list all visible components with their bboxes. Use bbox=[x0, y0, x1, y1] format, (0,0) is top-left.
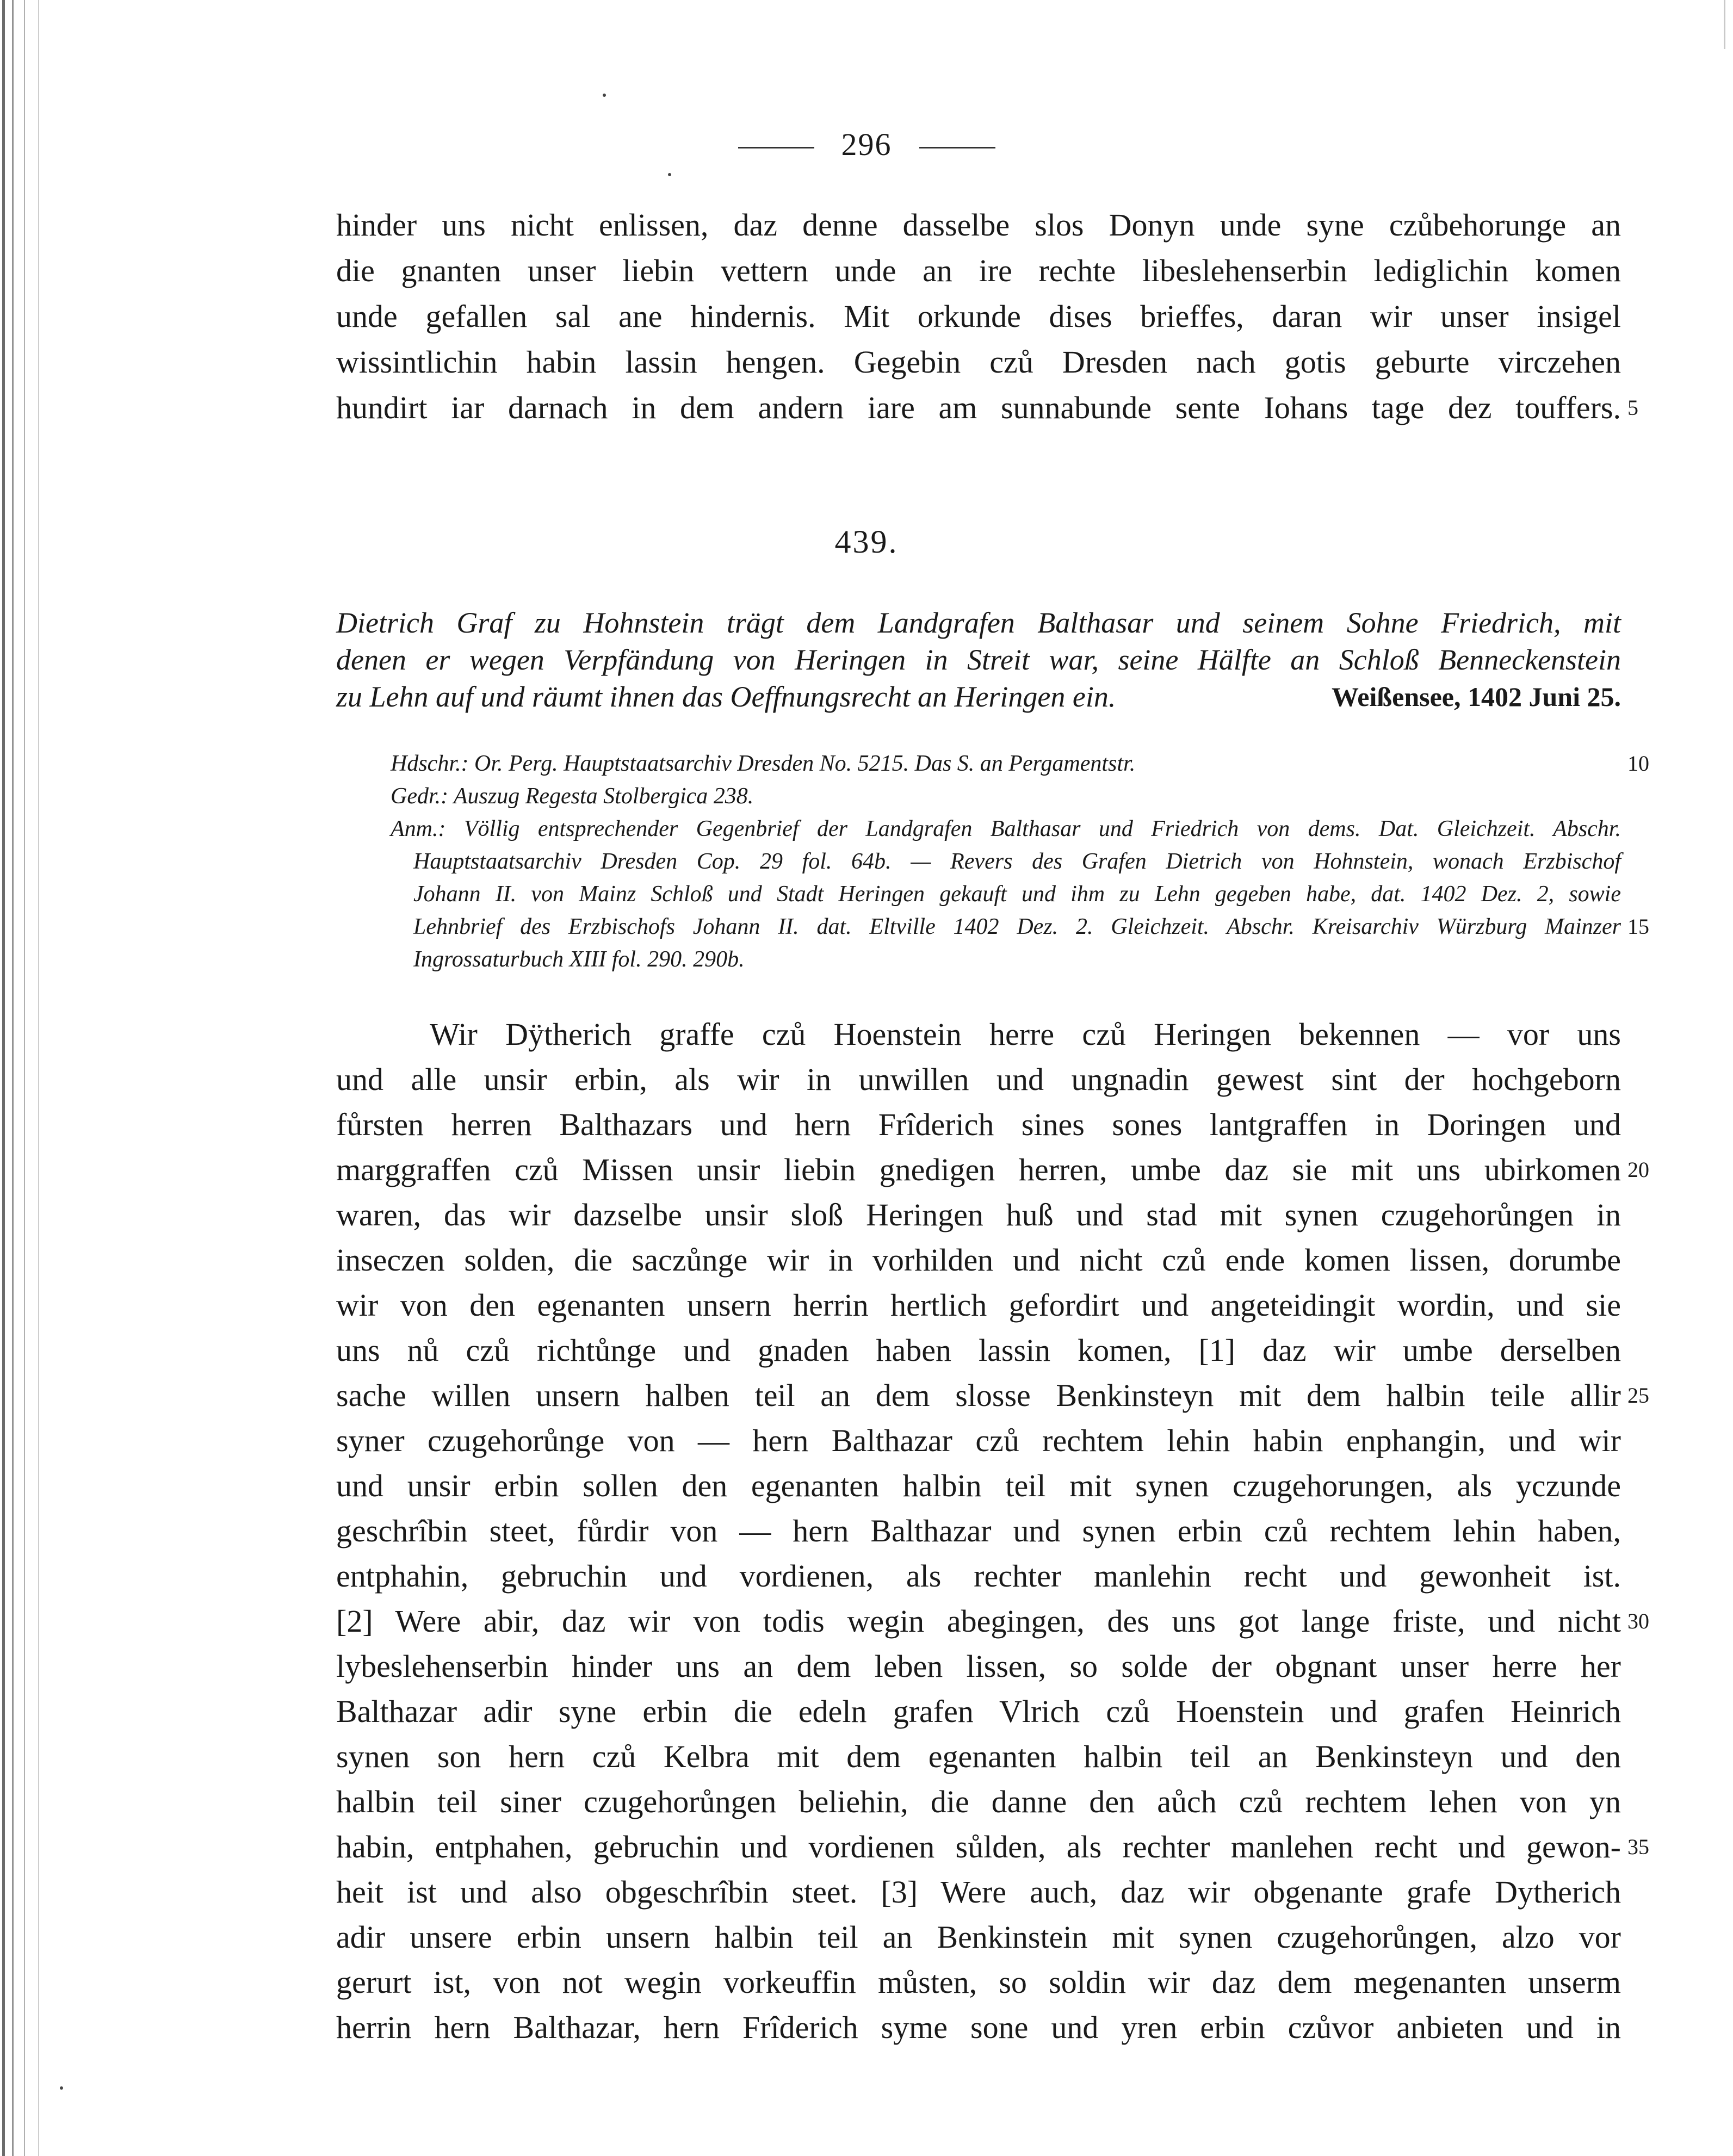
apparatus-line: Hdschr.: Or. Perg. Hauptstaatsarchiv Dresden No. 5215. Das S. an Pergamentstr. bbox=[391, 751, 1136, 776]
text-line: und unsir erbin sollen den egenanten halbin teil mit synen czugehorungen, als yczunde bbox=[336, 1468, 1621, 1503]
apparatus-line: Anm.: Völlig entsprechender Gegenbrief der Landgrafen Balthasar und Friedrich von dems. Dat. Gleichzeit. Abschr. bbox=[391, 816, 1621, 841]
text-line: geschrîbin steet, fůrdir von — hern Balthazar und synen erbin czů rechtem lehin haben, bbox=[336, 1513, 1621, 1548]
text-line: uns nů czů richtůnge und gnaden haben lassin komen, [1] daz wir umbe derselben bbox=[336, 1333, 1621, 1368]
text-line: gerurt ist, von not wegin vorkeuffin můsten, so soldin wir daz dem megenanten unserm bbox=[336, 1965, 1621, 2000]
page-header bbox=[0, 126, 1733, 163]
text-line: fůrsten herren Balthazars und hern Frîderich sines sones lantgraffen in Doringen und bbox=[336, 1107, 1621, 1142]
text-line: sache willen unsern halben teil an dem slosse Benkinsteyn mit dem halbin teile allir bbox=[336, 1378, 1621, 1413]
text-line: marggraffen czů Missen unsir liebin gnedigen herren, umbe daz sie mit uns ubirkomen bbox=[336, 1152, 1621, 1187]
scan-speck bbox=[60, 2086, 63, 2090]
line-number: 25 bbox=[1627, 1383, 1649, 1408]
scan-edge bbox=[2, 0, 5, 2156]
apparatus-line: Johann II. von Mainz Schloß und Stadt Heringen gekauft und ihm zu Lehn gegeben habe, dat. 1402 Dez. 2, sowie bbox=[413, 882, 1621, 907]
text-line: entphahin, gebruchin und vordienen, als rechter manlehin recht und gewonheit ist. bbox=[336, 1558, 1621, 1594]
scan-edge bbox=[1724, 0, 1725, 49]
text-line: wir von den egenanten unsern herrin hertlich gefordirt und angeteidingit wordin, und sie bbox=[336, 1287, 1621, 1323]
line-number: 15 bbox=[1627, 914, 1649, 939]
text-line: synen son hern czů Kelbra mit dem egenanten halbin teil an Benkinsteyn und den bbox=[336, 1739, 1621, 1774]
header-rule-right bbox=[919, 147, 995, 148]
line-number: 20 bbox=[1627, 1157, 1649, 1182]
intro-line: hundirt iar darnach in dem andern iare am sunnabunde sente Iohans tage dez touffers. bbox=[336, 390, 1621, 425]
scan-edge bbox=[24, 0, 25, 2156]
text-line: Balthazar adir syne erbin die edeln grafen Vlrich czů Hoenstein und grafen Heinrich bbox=[336, 1694, 1621, 1729]
regest-date: Weißensee, 1402 Juni 25. bbox=[1332, 682, 1621, 712]
text-line: Wir Dÿtherich graffe czů Hoenstein herre czů Heringen bekennen — vor uns bbox=[430, 1017, 1621, 1052]
apparatus-line: Ingrossaturbuch XIII fol. 290. 290b. bbox=[413, 947, 745, 972]
scan-speck bbox=[668, 173, 671, 176]
header-rule-left bbox=[738, 147, 814, 148]
text-line: [2] Were abir, daz wir von todis wegin abegingen, des uns got lange friste, und nicht bbox=[336, 1603, 1621, 1639]
text-line: halbin teil siner czugehorůngen beliehin, die danne den aůch czů rechtem lehen von yn bbox=[336, 1784, 1621, 1819]
line-number: 30 bbox=[1627, 1609, 1649, 1633]
line-number: 10 bbox=[1627, 751, 1649, 776]
text-line: herrin hern Balthazar, hern Frîderich syme sone und yren erbin czůvor anbieten und in bbox=[336, 2010, 1621, 2045]
scan-edge bbox=[38, 0, 39, 2156]
text-line: habin, entphahen, gebruchin und vordienen sůlden, als rechter manlehen recht und gewon- bbox=[336, 1829, 1621, 1864]
text-line: heit ist und also obgeschrîbin steet. [3] Were auch, daz wir obgenante grafe Dytherich bbox=[336, 1874, 1621, 1910]
text-line: syner czugehorůnge von — hern Balthazar czů rechtem lehin habin enphangin, und wir bbox=[336, 1423, 1621, 1458]
page-number: 296 bbox=[841, 127, 892, 162]
intro-line: unde gefallen sal ane hindernis. Mit orkunde dises brieffes, daran wir unser insigel bbox=[336, 299, 1621, 334]
text-line: inseczen solden, die saczůnge wir in vorhilden und nicht czů ende komen lissen, dorumbe bbox=[336, 1242, 1621, 1278]
text-line: und alle unsir erbin, als wir in unwillen und ungnadin gewest sint der hochgeborn bbox=[336, 1062, 1621, 1097]
text-line: adir unsere erbin unsern halbin teil an Benkinstein mit synen czugehorůngen, alzo vor bbox=[336, 1919, 1621, 1955]
apparatus-line: Hauptstaatsarchiv Dresden Cop. 29 fol. 64b. — Revers des Grafen Dietrich von Hohnstein, wonach Erzbischof bbox=[413, 849, 1621, 874]
intro-line: die gnanten unser liebin vettern unde an ire rechte libeslehenserbin lediglichin komen bbox=[336, 253, 1621, 288]
document-number: 439. bbox=[834, 524, 899, 560]
line-number: 35 bbox=[1627, 1835, 1649, 1859]
text-line: waren, das wir dazselbe unsir sloß Heringen huß und stad mit synen czugehorůngen in bbox=[336, 1197, 1621, 1232]
text-line: lybeslehenserbin hinder uns an dem leben lissen, so solde der obgnant unser herre her bbox=[336, 1649, 1621, 1684]
scan-speck bbox=[603, 94, 606, 97]
intro-line: hinder uns nicht enlissen, daz denne dasselbe slos Donyn unde syne czůbehorunge an bbox=[336, 207, 1621, 243]
apparatus-line: Lehnbrief des Erzbischofs Johann II. dat. Eltville 1402 Dez. 2. Gleichzeit. Abschr. Kreisarchiv Würzburg Mainzer bbox=[413, 914, 1621, 939]
scan-edge bbox=[12, 0, 14, 2156]
regest-line: Dietrich Graf zu Hohnstein trägt dem Landgrafen Balthasar und seinem Sohne Friedrich, mit bbox=[336, 606, 1621, 639]
regest-line: denen er wegen Verpfändung von Heringen in Streit war, seine Hälfte an Schloß Benneckenstein bbox=[336, 643, 1621, 676]
regest-line: zu Lehn auf und räumt ihnen das Oeffnungsrecht an Heringen ein. bbox=[336, 680, 1116, 713]
intro-line: wissintlichin habin lassin hengen. Gegebin czů Dresden nach gotis geburte virczehen bbox=[336, 344, 1621, 380]
line-number: 5 bbox=[1627, 395, 1638, 420]
apparatus-line: Gedr.: Auszug Regesta Stolbergica 238. bbox=[391, 784, 754, 809]
